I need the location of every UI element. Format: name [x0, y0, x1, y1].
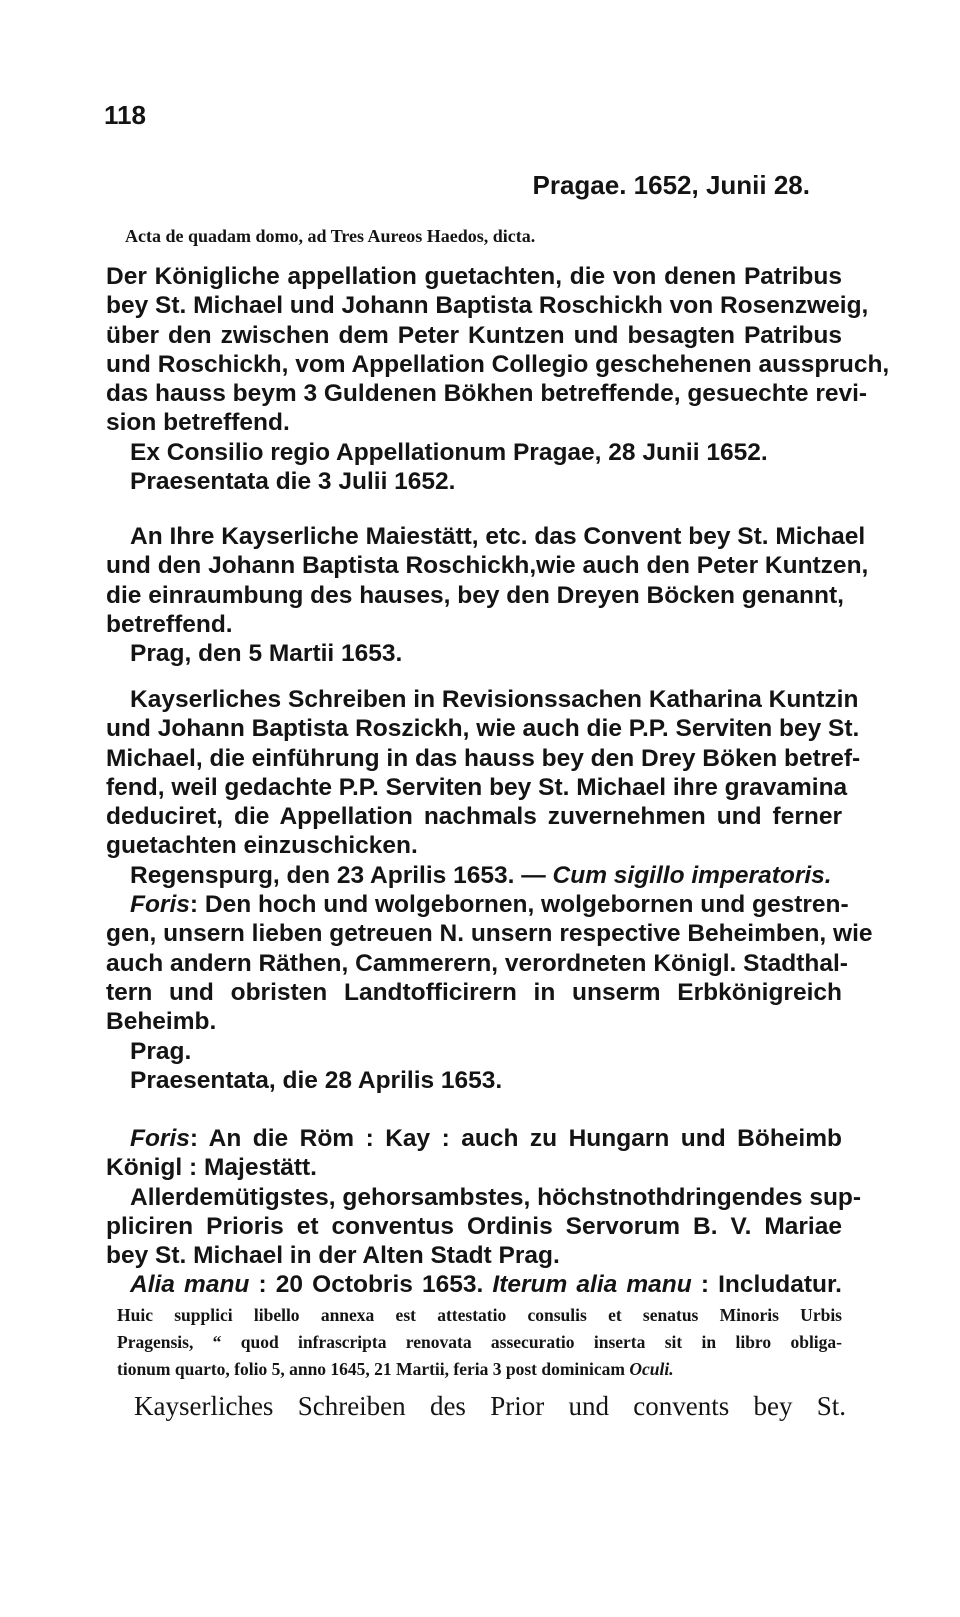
iterum-text: : Includatur.: [691, 1271, 842, 1299]
text-line: betreffend.: [106, 610, 233, 638]
text-line: [117, 1356, 842, 1383]
foris-label: Foris: [130, 1125, 190, 1152]
paragraph-supplication: [106, 1124, 862, 1300]
text-line: [106, 1124, 842, 1153]
paragraph-convent-petition: [106, 522, 869, 668]
paragraph-imperial-letter: [106, 685, 873, 1095]
text-line: Praesentata, die 28 Aprilis 1653.: [130, 1066, 503, 1094]
document-caption: Acta de quadam domo, ad Tres Aureos Haedos, dicta.: [125, 226, 536, 246]
text-line: [106, 890, 849, 919]
page-number: 118: [104, 100, 146, 130]
text-line: Praesentata die 3 Julii 1652.: [130, 468, 456, 496]
text-line: fend, weil gedachte P.P. Serviten bey St. Michael ihre gravamina: [106, 773, 848, 801]
text-line: sion betreffend.: [106, 409, 290, 437]
text-line: deduciret, die Appellation nachmals zuvernehmen und ferner: [106, 803, 842, 831]
text-line: und Johann Baptista Roszickh, wie auch die P.P. Serviten bey St.: [106, 715, 860, 743]
text-line: tern und obristen Landtofficirern in unserm Erbkönigreich: [106, 978, 842, 1006]
note-italic: Oculi.: [629, 1359, 674, 1379]
text-line: Huic supplici libello annexa est attestatio consulis et senatus Minoris Urbis: [117, 1305, 842, 1325]
text-line: Ex Consilio regio Appellationum Pragae, 28 Junii 1652.: [130, 438, 768, 466]
text-line: über den zwischen dem Peter Kuntzen und besagten Patribus: [106, 321, 842, 349]
foris-label: Foris: [130, 891, 190, 919]
date-heading: Pragae. 1652, Junii 28.: [532, 170, 810, 200]
foris-text: : An die Röm : Kay : auch zu Hungarn und Böheimb: [189, 1125, 842, 1152]
text-line: guetachten einzuschicken.: [106, 832, 418, 860]
text-line: bey St. Michael und Johann Baptista Roschickh von Rosenzweig,: [106, 292, 869, 320]
alia-manu-text: : 20 Octobris 1653.: [249, 1271, 493, 1299]
paragraph-royal-appellation: [106, 262, 890, 496]
closing-line: [134, 1390, 846, 1423]
text-line: bey St. Michael in der Alten Stadt Prag.: [106, 1242, 560, 1270]
text-line: Pragensis, “ quod infrascripta renovata assecuratio inserta sit in libro obliga-: [117, 1332, 842, 1352]
text-line: [106, 861, 842, 890]
text-line: Königl : Majestätt.: [106, 1154, 317, 1182]
text-line: Michael, die einführung in das hauss bey den Drey Böken betref-: [106, 744, 861, 772]
text-line: Kayserliches Schreiben in Revisionssachen Katharina Kuntzin: [130, 686, 859, 713]
text-line: Beheimb.: [106, 1008, 217, 1036]
text-line: das hauss beym 3 Guldenen Bökhen betreffende, gesuechte revi-: [106, 380, 868, 408]
text-line: Kayserliches Schreiben des Prior und convents bey St.: [134, 1391, 846, 1421]
text-line: Prag, den 5 Martii 1653.: [130, 640, 403, 668]
text-line: [106, 1270, 842, 1299]
text-line: An Ihre Kayserliche Maiestätt, etc. das Convent bey St. Michael: [130, 523, 866, 550]
text-line: und Roschickh, vom Appellation Collegio geschehenen ausspruch,: [106, 350, 890, 378]
latin-annotation: [117, 1302, 842, 1383]
text-line: und den Johann Baptista Roschickh,wie auch den Peter Kuntzen,: [106, 552, 869, 580]
text-line: pliciren Prioris et conventus Ordinis Servorum B. V. Mariae: [106, 1212, 842, 1240]
foris-text: : Den hoch und wolgebornen, wolgebornen und gestren-: [189, 891, 849, 919]
date-text: Regenspurg, den 23 Aprilis 1653. —: [130, 861, 553, 889]
alia-manu-label: Alia manu: [130, 1271, 250, 1299]
note-text: tionum quarto, folio 5, anno 1645, 21 Martii, feria 3 post dominicam: [117, 1359, 630, 1379]
text-line: auch andern Räthen, Cammerern, verordneten Königl. Stadthal-: [106, 949, 848, 977]
text-line: Prag.: [130, 1037, 192, 1065]
text-line: Der Königliche appellation guetachten, die von denen Patribus: [106, 263, 842, 290]
iterum-label: Iterum alia manu: [492, 1271, 692, 1299]
text-line: die einraumbung des hauses, bey den Dreyen Böcken genannt,: [106, 581, 844, 609]
text-line: gen, unsern lieben getreuen N. unsern respective Beheimben, wie: [106, 920, 873, 948]
seal-note: Cum sigillo imperatoris.: [552, 861, 832, 889]
text-line: Allerdemütigstes, gehorsambstes, höchstnothdringendes sup-: [130, 1183, 862, 1211]
